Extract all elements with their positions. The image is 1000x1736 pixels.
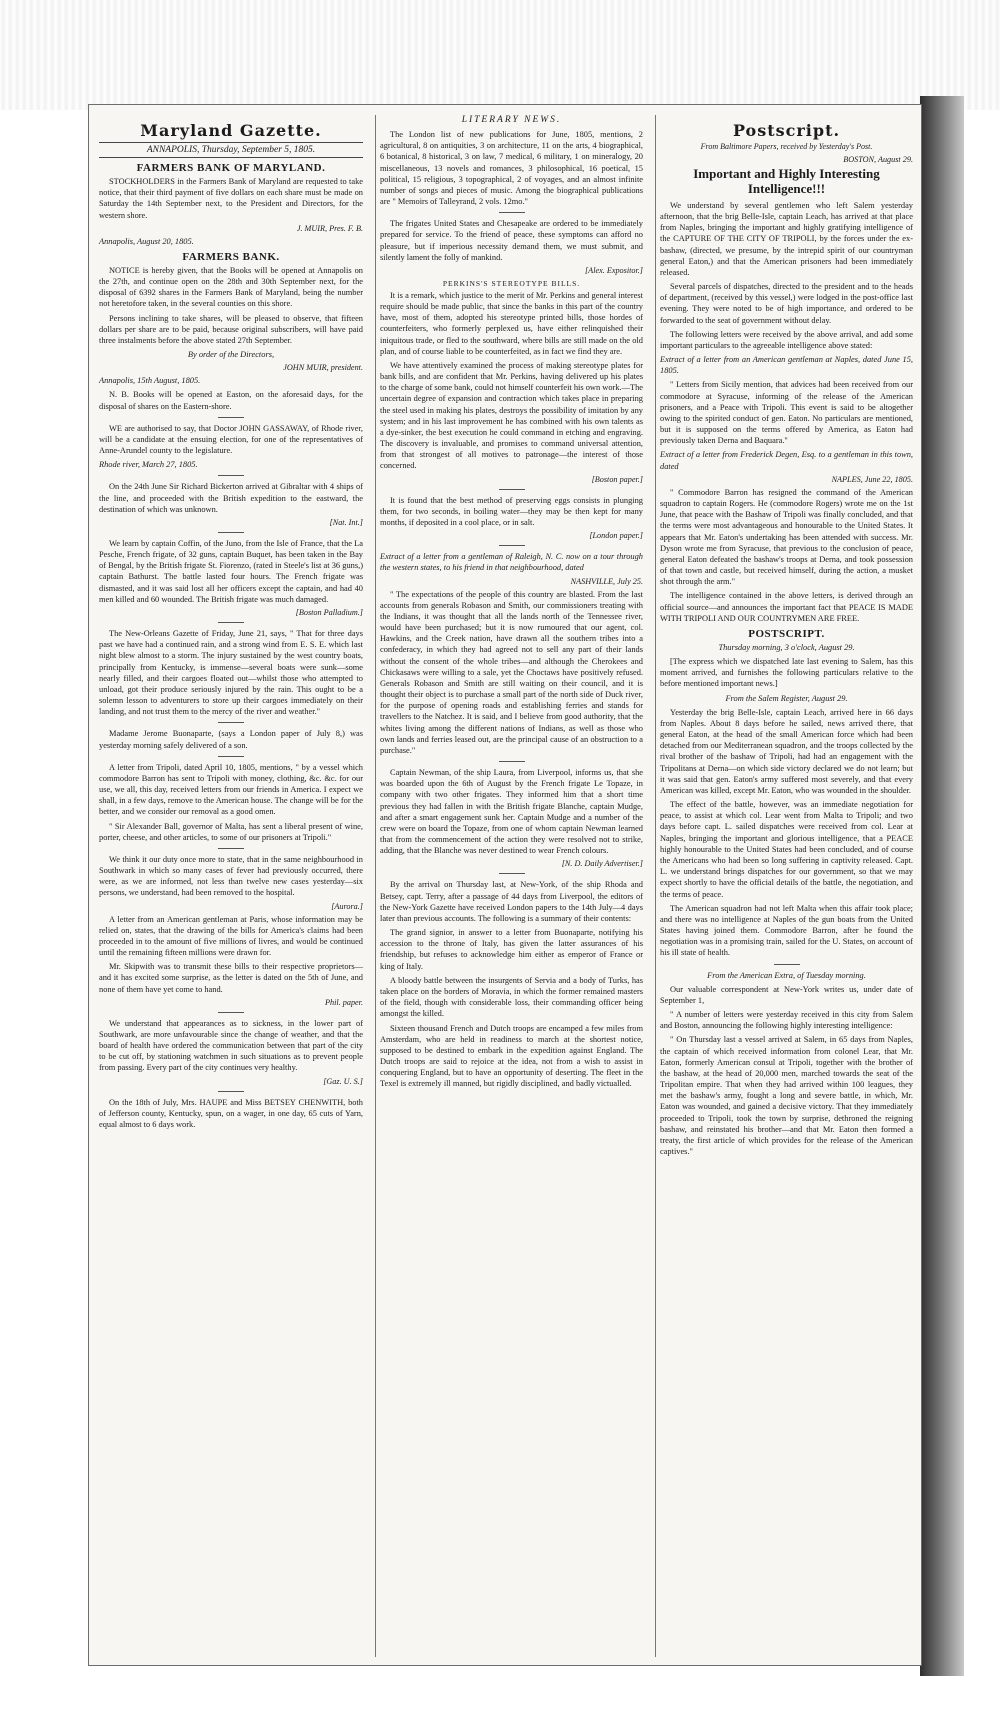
article-coffin: We learn by captain Coffin, of the Juno, from the Isle of France, that the La Pesche, French frigate, of 32 guns, captain Buquet, has been taken in the Bay of Bengal, by the British frigate St. Fiorenzo, (rated in Steele's list at 36 guns,) captain Bathurst. The battle lasted four hours. The French frigate was dismasted, and it was said lost all her officers except the captain, and had 40 men killed and 60 wounded. The British frigate was much damaged. bbox=[99, 538, 363, 604]
postscript-date: Thursday morning, 3 o'clock, August 29. bbox=[718, 642, 855, 652]
separator bbox=[499, 489, 525, 490]
notice-president: JOHN MUIR, president. bbox=[283, 363, 363, 373]
article-letters: The following letters were received by the above arrival, and add some important particulars to the agreeable intelligence above stated: bbox=[660, 329, 913, 350]
extract-degen-heading: Extract of a letter from Frederick Degen, Esq. to a gentleman in this town, dated bbox=[660, 450, 913, 471]
salem-register-body: Yesterday the brig Belle-Isle, captain Leach, arrived here in 66 days from Naples. About 8 days before he sailed, news arrived there, that general Eaton, at the head of the small American force which had been detached from our Mediterranean squadron, and the troops collected by the rival brother of the bashaw of Tripoli, had had an engagement with the Tripolitans at Derna—on which side victory declared we do not learn; but it was said that gen. Eaton's army suffered most severely, and that every American was killed, except Mr. Eaton, who was wounded in the shoulder. bbox=[660, 707, 913, 795]
american-extra-intro: Our valuable correspondent at New-York writes us, under date of September 1, bbox=[660, 984, 913, 1005]
article-peace-made: The intelligence contained in the above letters, is derived through an official source—and announces the important fact that PEACE IS MADE WITH TRIPOLI AND OUR COUNTRYMEN ARE FREE. bbox=[660, 591, 913, 623]
postscript-source: From Baltimore Papers, received by Yesterday's Post. bbox=[700, 142, 873, 151]
notice-books: NOTICE is hereby given, that the Books will be opened at Annapolis on the 27th, and continue open on the 28th and 30th September next, for the disposal of 6392 shares in the Farmers Bank of Maryland, being the number not heretofore taken, in the several counties on this shore. bbox=[99, 265, 363, 309]
notice-order: By order of the Directors, bbox=[187, 350, 275, 360]
notice-signature: J. MUIR, Pres. F. B. bbox=[296, 223, 363, 233]
column-right bbox=[655, 115, 917, 1657]
separator bbox=[774, 964, 800, 965]
election-date: Rhode river, March 27, 1805. bbox=[99, 460, 198, 470]
article-tripoli-capture: We understand by several gentlemen who left Salem yesterday afternoon, that the brig Belle-Isle, captain Leach, has arrived at that place from Naples, bringing the important and highly gratifying intelligence of the CAPTURE OF THE CITY OF TRIPOLI, by the forces under the ex-bashaw, (directed, we presume, by the intrepid spirit of our countryman general Eaton,) and that the American prisoners had been immediately released. bbox=[660, 200, 913, 277]
article-new-orleans: The New-Orleans Gazette of Friday, June 21, says, " That for three days past we have had a continued rain, and a strong wind from E. S. E. which last night blew almost to a storm. The injury sustained by the west country boats, principally from Kentucky, is immense—several boats were sunk—some nearly filled, and their cargoes floated out—whilst those who attempted to unload, got their produce seriously injured by the rain. This ought to be a solemn lesson to adventurers to store up their cargoes immediately on their landing, and not trust them to the mercy of the river and weather." bbox=[99, 628, 363, 717]
separator bbox=[499, 873, 525, 874]
article-sickness: We understand that appearances as to sickness, in the lower part of Southwark, are more unfavourable since the change of weather, and that the board of health have ordered the communication between that part of the city to be cut off, by stationing watchmen in such situations as to prevent people from passing. Every part of the city continues very healthy. bbox=[99, 1018, 363, 1073]
boston-dateline: BOSTON, August 29. bbox=[843, 155, 913, 164]
source-boston-paper: [Boston paper.] bbox=[591, 474, 643, 484]
article-tripoli-letter: A letter from Tripoli, dated April 10, 1805, mentions, " by a vessel which commodore Barron has sent to Tripoli with money, clothing, &c. &c. for our use, we all, this day, received letters from our friends in America. I expect we shall, in a few days, remove to the American house. The change will be for the better, and we consider our removal as a good omen. bbox=[99, 762, 363, 817]
separator bbox=[218, 756, 244, 757]
source-nat-int: [Nat. Int.] bbox=[329, 517, 363, 527]
newspaper-page bbox=[88, 104, 922, 1666]
raleigh-dateline: NASHVILLE, July 25. bbox=[570, 576, 643, 586]
separator bbox=[218, 722, 244, 723]
american-extra-quote-1: " A number of letters were yesterday received in this city from Salem and Boston, announcing the following highly interesting intelligence: bbox=[660, 1010, 913, 1031]
article-squadron: The American squadron had not left Malta when this affair took place; and there was no intelligence at Naples of the gun boats from the United States having joined them. Commodore Barron, after he found the negotiation was in a promising train, sailed for the U. States, on account of his ill state of health. bbox=[660, 903, 913, 958]
raleigh-intro: Extract of a letter from a gentleman of Raleigh, N. C. now on a tour through the western states, to his friend in that neighbourhood, dated bbox=[380, 552, 643, 573]
book-spine bbox=[920, 96, 964, 1676]
bank-heading: FARMERS BANK OF MARYLAND. bbox=[136, 162, 326, 174]
notice-stockholders: STOCKHOLDERS in the Farmers Bank of Maryland are requested to take notice, that their third payment of five dollars on each share must be made on Saturday the 14th September next, to the President and Directors, for the western shore. bbox=[99, 177, 363, 220]
american-extra-quote-2: " On Thursday last a vessel arrived at Salem, in 65 days from Naples, the captain of which received information from colonel Lear, that Mr. Eaton, formerly American consul at Tripoli, together with the brother of the bashaw, at the head of 20,000 men, marched towards the seat of the Tripolitan empire. That when they had arrived within 100 leagues, they met the bashaw's army, fought a long and severe battle, in which, Mr. Eaton was wounded, and gained a decisive victory. That they immediately proceeded to Tripoli, took the town by surprise, dethroned the reigning bashaw, and reinstated his brother—and that Mr. Eaton then formed a treaty, the first article of which provides for the release of the American captives." bbox=[660, 1035, 913, 1157]
perkins-heading: PERKINS'S STEREOTYPE BILLS. bbox=[442, 278, 581, 288]
american-extra-heading: From the American Extra, of Tuesday morning. bbox=[707, 970, 866, 980]
naples-dateline: NAPLES, June 22, 1805. bbox=[831, 474, 913, 484]
postscript-express: [The express which we dispatched late last evening to Salem, has this moment arrived, and furnishes the following particulars relative to the before mentioned important news.] bbox=[660, 657, 913, 689]
notice-nb: N. B. Books will be opened at Easton, on the aforesaid days, for the disposal of shares on the Eastern-shore. bbox=[99, 390, 363, 411]
separator bbox=[218, 417, 244, 418]
source-boston-palladium: [Boston Palladium.] bbox=[295, 607, 363, 617]
election-notice: WE are authorised to say, that Doctor JOHN GASSAWAY, of Rhode river, will be a candidate at the ensuing election, for one of the representatives of Anne-Arundel county to the legislature. bbox=[99, 423, 363, 456]
article-spinning: On the 18th of July, Mrs. HAUPE and Miss BETSEY CHENWITH, both of Jefferson county, Kentucky, spun, on a wager, in one day, 65 cuts of Yarn, equal almost to 6 days work. bbox=[99, 1097, 363, 1129]
article-raleigh: " The expectations of the people of this country are blasted. From the last accounts from generals Robason and Smith, our commissioners treating with the Indians, it was thought that all the lands north of the Tennessee river, would have been purchased; but it is now rumoured that our agent, col. Hawkins, and the Creek nation, have drawn all the southern tribes into a confederacy, in which they had agreed not to sell any part of their lands without the consent of the whole tribes—and although the Cherokees and Chickasaws were willing to a sale, yet the Choctaws have positively refused. Generals Robason and Smith are still waiting on their council, and it is thought their object is to purchase a small part of the north side of Duck river, for the purpose of opening roads and establishing ferries and stands for travellers to the Natchez. It is said, and I believe from good authority, that the whites living among the different nations of Indians, as well as those who own lands and ferries leased out, are the principal cause of an obstruction to a purchase." bbox=[380, 589, 643, 755]
source-alex-expositor: [Alex. Expositor.] bbox=[585, 265, 643, 275]
salem-register-heading: From the Salem Register, August 29. bbox=[725, 693, 848, 703]
article-dutch-troops: Sixteen thousand French and Dutch troops are encamped a few miles from Amsterdam, who are held in readiness to march at the shortest notice, supposed to be destined to embark in the expedition against England. The Dutch troops are said to rejoice at the idea, not from a wish to assist in conquering England, but to have an opportunity of deserting. The fleet in the Texel is extremely ill manned, but rigidly disciplined, and badly victualled. bbox=[380, 1023, 643, 1089]
article-jerome: Madame Jerome Buonaparte, (says a London paper of July 8,) was yesterday morning safely delivered of a son. bbox=[99, 729, 363, 750]
notice-date: Annapolis, August 20, 1805. bbox=[99, 236, 194, 246]
extract-degen-body: " Commodore Barron has resigned the command of the American squadron to captain Rogers. He (commodore Rogers) wrote me on the 1st June, that peace with the Bashaw of Tripoli was finally concluded, and that the terms were most advantageous and honourable to the United States. It appears that Mr. Eaton's undertaking has been attended with success. Mr. Dyson wrote me from Syracuse, that previous to the conclusion of peace, general Eaton defeated the bashaw's troops at Derna, and took possession of that town and castle, but received himself, during the action, a musket shot through the arm." bbox=[660, 487, 913, 587]
column-left bbox=[95, 115, 367, 1657]
source-aurora: [Aurora.] bbox=[331, 901, 363, 911]
separator bbox=[218, 1091, 244, 1092]
article-alexander-ball: " Sir Alexander Ball, governor of Malta, has sent a liberal present of wine, porter, cheese, and other articles, to some of our prisoners at Tripoli." bbox=[99, 821, 363, 842]
article-perkins-1: It is a remark, which justice to the merit of Mr. Perkins and general interest require should be made public, that since the banks in this part of the country have, most of them, adopted his stereotype printed bills, those hordes of counterfeiters, who formerly perplexed us, have either relinquished their iniquitous trade, or fled to the southward, where bills are still made on the old plan, and of course liable to be counterfeited, as in fact we find they are. bbox=[380, 290, 643, 356]
article-dispatches: Several parcels of dispatches, directed to the president and to the heads of department, (received by this vessel,) were lodged in the post-office last evening. They were noted to be of high importance, and ordered to be forwarded to the seat of government without delay. bbox=[660, 282, 913, 325]
source-london-paper: [London paper.] bbox=[589, 531, 643, 541]
masthead-title: Maryland Gazette. bbox=[140, 121, 322, 140]
article-new-york-arrival: By the arrival on Thursday last, at New-York, of the ship Rhoda and Betsey, capt. Terry, after a passage of 44 days from Liverpool, the editors of the New-York Gazette have received London papers to the 14th July—4 days later than previous accounts. The following is a summary of their contents: bbox=[380, 880, 643, 923]
separator bbox=[499, 545, 525, 546]
article-literary: The London list of new publications for June, 1805, mentions, 2 agricultural, 8 on antiquities, 3 on architecture, 11 on the arts, 4 biographical, 6 botanical, 8 historical, 3 on law, 7 medical, 6 military, 1 on mineralogy, 20 miscellaneous, 13 novels and romances, 3 philosophical, 16 poetical, 15 political, 15 religious, 3 topographical, 2 of voyages, and an almost infinite number of songs and pieces of music. Among the biographical publications are " Memoirs of Talleyrand, 2 vols. 12mo." bbox=[380, 130, 643, 207]
section-literary-news: LITERARY NEWS. bbox=[461, 115, 562, 125]
source-phil-paper: Phil. paper. bbox=[325, 997, 363, 1007]
scan-edge bbox=[0, 0, 1000, 110]
article-servia: A bloody battle between the insurgents of Servia and a body of Turks, has taken place on the borders of Moravia, in which the former remained masters of the field, though with considerable loss, their commanding officer being amongst the killed. bbox=[380, 975, 643, 1019]
separator bbox=[218, 1012, 244, 1013]
article-bickerton: On the 24th June Sir Richard Bickerton arrived at Gibraltar with 4 ships of the line, and proceeded with the British expedition to the eastward, the destination of which was unknown. bbox=[99, 482, 363, 514]
separator bbox=[218, 848, 244, 849]
article-newman: Captain Newman, of the ship Laura, from Liverpool, informs us, that she was boarded upon the 6th of August by the French frigate Le Topaze, in company with two other frigates. They informed him that a short time previous they had fallen in with the British frigate Blanche, captain Mudge, and after a smart engagement sunk her. Captain Mudge and a number of the crew were on board the Topaze, from one of whom captain Newman learned that from the commencement of the action they were resolved not to strike, adding, that the Blanche was never destined to wear French colours. bbox=[380, 768, 643, 856]
article-skipwith: Mr. Skipwith was to transmit these bills to their respective proprietors—and it has excited some surprise, as the letter is dated on the 5th of June, and none of them have yet come to hand. bbox=[99, 962, 363, 994]
extract-naples-body: " Letters from Sicily mention, that advices had been received from our commodore at Syracuse, informing of the release of the American prisoners, and a Peace with Tripoli. This event is said to be altogether owing to the spirited conduct of gen. Eaton. No particulars are mentioned, but it is supposed on the terms offered by America, as Eaton had previously taken Derna and Baquara." bbox=[660, 380, 913, 446]
column-middle bbox=[375, 115, 647, 1657]
notice-books-date: Annapolis, 15th August, 1805. bbox=[99, 376, 201, 386]
bank-heading-2: FARMERS BANK. bbox=[182, 250, 280, 263]
headline-important: Important and Highly Interesting Intelligence!!! bbox=[693, 166, 880, 196]
separator bbox=[218, 532, 244, 533]
article-perkins-2: We have attentively examined the process of making stereotype plates for bank bills, and are confident that Mr. Perkins, having delivered up his plates to the charge of some bank, could not himself counterfeit his own work.—The uncertain degree of expansion and contraction which takes place in preparing the steel used in making his plates, destroys the possibility of imitation by any system; and in his last improvement he has combined with his own talents as a dye-sinker, the best execution he could command in etching and engraving. The discovery is invaluable, and promises to command universal attention, from that strongest of all motives to patronage—the interest of those concerned. bbox=[380, 360, 643, 471]
separator bbox=[499, 761, 525, 762]
separator bbox=[218, 622, 244, 623]
source-nd-daily-advertiser: [N. D. Daily Advertiser.] bbox=[561, 859, 643, 869]
postscript-masthead: Postscript. bbox=[732, 121, 841, 140]
article-eggs: It is found that the best method of preserving eggs consists in plunging them, for two seconds, in boiling water—they may be then kept for many months, if deposited in a cool place, or in salt. bbox=[380, 495, 643, 527]
extract-naples-heading: Extract of a letter from an American gentleman at Naples, dated June 15, 1805. bbox=[660, 355, 913, 376]
source-gaz-us: [Gaz. U. S.] bbox=[323, 1076, 363, 1086]
notice-shares: Persons inclining to take shares, will be pleased to observe, that fifteen dollars per share are to be paid, because original subscribers, will have paid three instalments before the above stated 27th September. bbox=[99, 313, 363, 345]
dateline: ANNAPOLIS, Thursday, September 5, 1805. bbox=[99, 142, 363, 158]
separator bbox=[499, 212, 525, 213]
article-frigates: The frigates United States and Chesapeake are ordered to be immediately prepared for service. To the friend of peace, these symptoms can afford no pleasure, but if imperious necessity demand them, we must submit, and silently lament the folly of mankind. bbox=[380, 219, 643, 262]
separator bbox=[218, 475, 244, 476]
article-battle-effect: The effect of the battle, however, was an immediate negotiation for peace, to assist at which col. Lear went from Malta to Tripoli; and two days before capt. L. sailed dispatches were received from col. Lear at Naples, bringing the important and glorious intelligence, that a PEACE highly honourable to the United States had been concluded, and of course the Americans who had been so long suffering in captivity released. Capt. L. we understand brings dispatches for our government, so that we may expect shortly to have the official details of the battle, the negotiation, and the terms of peace. bbox=[660, 800, 913, 899]
article-grand-signior: The grand signior, in answer to a letter from Buonaparte, notifying his accession to the throne of Italy, has given the latter assurances of his friendship, but refuses to acknowledge him either as emperor of France or king of Italy. bbox=[380, 928, 643, 971]
article-southwark: We think it our duty once more to state, that in the same neighbourhood in Southwark in which so many cases of fever had previously occurred, there were, as we are informed, not less than twelve new cases yesterday—six persons, we understand, had been removed to the hospital. bbox=[99, 854, 363, 898]
postscript-heading: POSTSCRIPT. bbox=[748, 627, 825, 640]
article-paris: A letter from an American gentleman at Paris, whose information may be relied on, states, that the drawing of the bills for America's claims had been proceeded in to the amount of five millions of livres, and would be continued until the remaining fifteen millions were drawn for. bbox=[99, 914, 363, 958]
